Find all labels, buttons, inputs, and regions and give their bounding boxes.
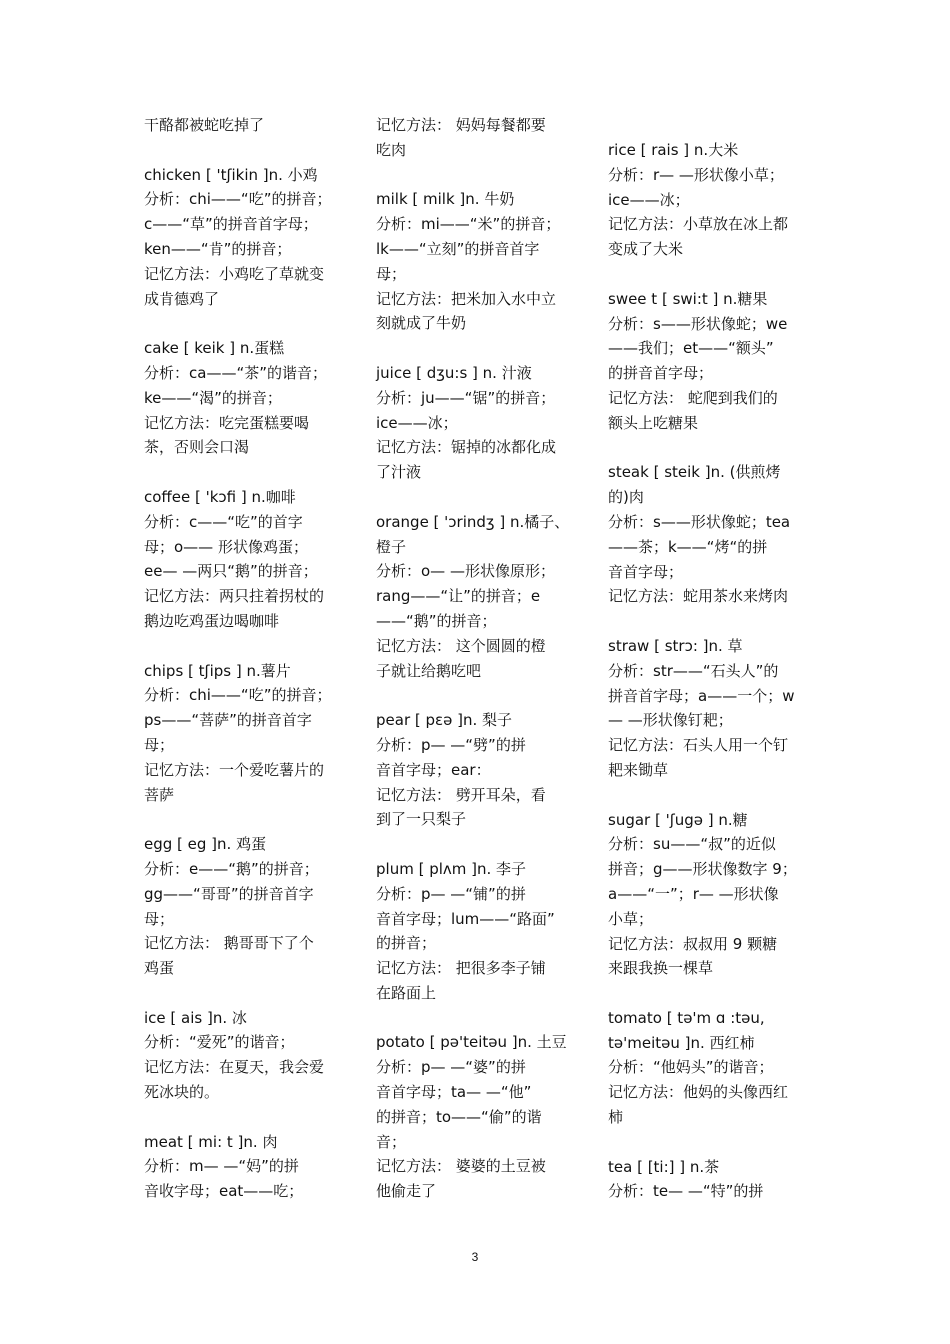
entry-line: 了汁液 [376, 463, 422, 482]
column-2 [376, 113, 578, 1229]
word-entry [376, 113, 578, 163]
entry-headword: swee t [ swi:t ] n.糖果 [608, 289, 768, 308]
entry-line: 音首字母；ear： [376, 760, 491, 779]
entry-line: 分析：chi——“吃”的拼音； [144, 190, 332, 209]
entry-line: 分析：p— —“婆”的拼 [376, 1058, 526, 1077]
entry-headword: steak [ steik ]n. (供煎烤 [608, 463, 781, 482]
word-entry [144, 113, 344, 138]
entry-headword: tomato [ tə'm ɑ :təu, [608, 1008, 765, 1027]
entry-line: 分析：m— —“妈”的拼 [144, 1157, 299, 1176]
entry-line: 分析：su——“叔”的近似 [608, 835, 776, 854]
entry-line: 记忆方法：吃完蛋糕要喝 [144, 413, 310, 432]
entry-line: 鸡蛋 [144, 959, 175, 978]
word-entry [376, 510, 578, 684]
entry-line: 记忆方法：把米加入水中立 [376, 289, 557, 308]
entry-line: 刻就成了牛奶 [376, 314, 467, 333]
entry-line: 记忆方法：小鸡吃了草就变 [144, 264, 325, 283]
entry-line: 耙来锄草 [608, 760, 669, 779]
entry-line: 分析：p— —“劈”的拼 [376, 735, 526, 754]
word-entry [144, 659, 344, 808]
entry-line: ice——冰； [608, 190, 690, 209]
entry-line: 的拼音；to——“偷”的谐 [376, 1107, 542, 1126]
column-1 [144, 113, 344, 1229]
word-entry [376, 857, 578, 1006]
entry-headword: ice [ ais ]n. 冰 [144, 1008, 247, 1027]
entry-line: 记忆方法： 这个圆圆的橙 [376, 636, 546, 655]
entry-line: 变成了大米 [608, 240, 684, 259]
word-entry [608, 460, 810, 609]
entry-line: 分析：te— —“特”的拼 [608, 1182, 764, 1201]
entry-line: 橙子 [376, 537, 407, 556]
entry-line: 分析：str——“石头人”的 [608, 661, 779, 680]
entry-line: 子就让给鹅吃吧 [376, 661, 482, 680]
word-entry [376, 187, 578, 336]
entry-line: 记忆方法：在夏天，我会爱 [144, 1058, 325, 1077]
entry-line: 母； [376, 264, 407, 283]
entry-line: 音收字母；eat——吃； [144, 1182, 304, 1201]
entry-line: 记忆方法： 把很多李子铺 [376, 959, 546, 978]
entry-line: ice——冰； [376, 413, 458, 432]
entry-line: 到了一只梨子 [376, 810, 467, 829]
entry-line: 在路面上 [376, 983, 437, 1002]
entry-line: 来跟我换一棵草 [608, 959, 714, 978]
entry-headword: orange [ 'ɔrindʒ ] n.橘子、 [376, 512, 570, 531]
entry-line: 的)肉 [608, 488, 644, 507]
entry-line: 分析：“爱死”的谐音； [144, 1033, 295, 1052]
entry-line: 记忆方法：他妈的头像西红 [608, 1083, 789, 1102]
entry-headword: egg [ eg ]n. 鸡蛋 [144, 835, 267, 854]
entry-line: 记忆方法：石头人用一个钉 [608, 736, 789, 755]
entry-headword: plum [ plʌm ]n. 李子 [376, 859, 527, 878]
entry-line: 音； [376, 1132, 407, 1151]
word-entry [376, 1030, 578, 1204]
entry-line: rang——“让”的拼音；e [376, 587, 541, 606]
word-entry [608, 808, 810, 982]
entry-line: ——我们；et——“额头” [608, 339, 774, 358]
entry-line: 拼音；g——形状像数字 9； [608, 860, 797, 879]
entry-line: 记忆方法：小草放在冰上都 [608, 215, 789, 234]
entry-headword: juice [ dʒu:s ] n. 汁液 [376, 363, 532, 382]
column-3 [608, 138, 810, 1229]
entry-line: 母； [144, 735, 175, 754]
word-entry [608, 634, 810, 783]
entry-headword: potato [ pə'teitəu ]n. 土豆 [376, 1033, 567, 1052]
entry-line: 茶，否则会口渴 [144, 438, 250, 457]
entry-line: 分析：c——“吃”的首字 [144, 512, 303, 531]
word-entry [144, 832, 344, 981]
entry-line: 分析：ca——“茶”的谐音； [144, 363, 327, 382]
entry-line: tə'meitəu ]n. 西红柿 [608, 1033, 755, 1052]
entry-headword: chicken [ 'tʃikin ]n. 小鸡 [144, 165, 318, 184]
entry-line: ke——“渴”的拼音； [144, 388, 282, 407]
entry-line: 他偷走了 [376, 1182, 437, 1201]
word-entry [144, 1130, 344, 1204]
entry-line: gg——“哥哥”的拼音首字 [144, 884, 314, 903]
entry-line: 成肯德鸡了 [144, 289, 220, 308]
word-entry [608, 138, 810, 262]
entry-line: 分析：e——“鹅”的拼音； [144, 859, 319, 878]
word-entry [144, 485, 344, 634]
entry-line: 音首字母；ta— —“他” [376, 1083, 532, 1102]
entry-headword: chips [ tʃips ] n.薯片 [144, 661, 291, 680]
entry-line: 的拼音； [376, 934, 437, 953]
page-number: 3 [471, 1250, 479, 1264]
entry-line: 拼音首字母；a——一个；w [608, 686, 795, 705]
entry-line: a——“一”；r— —形状像 [608, 884, 779, 903]
entry-line: 音首字母； [608, 562, 684, 581]
entry-line: 分析：s——形状像蛇；tea [608, 512, 791, 531]
entry-line: 分析：s——形状像蛇；we [608, 314, 788, 333]
entry-line: 死冰块的。 [144, 1083, 220, 1102]
entry-line: 记忆方法：叔叔用 9 颗糖 [608, 934, 778, 953]
word-entry [608, 1006, 810, 1130]
entry-headword: coffee [ 'kɔfi ] n.咖啡 [144, 487, 296, 506]
entry-line: 记忆方法：蛇用茶水来烤肉 [608, 587, 789, 606]
entry-line: 鹅边吃鸡蛋边喝咖啡 [144, 611, 280, 630]
entry-line: 母； [144, 909, 175, 928]
entry-line: lk——“立刻”的拼音首字 [376, 239, 540, 258]
entry-line: 分析：“他妈头”的谐音； [608, 1058, 774, 1077]
word-entry [608, 1155, 810, 1205]
entry-line: 母；o—— 形状像鸡蛋； [144, 537, 308, 556]
word-entry [144, 163, 344, 312]
entry-line: 分析：chi——“吃”的拼音； [144, 686, 332, 705]
entry-headword: milk [ milk ]n. 牛奶 [376, 190, 515, 209]
word-entry [144, 1006, 344, 1105]
entry-line: ken——“肯”的拼音； [144, 239, 292, 258]
entry-line: 记忆方法： 婆婆的土豆被 [376, 1157, 546, 1176]
entry-line: ps——“菩萨”的拼音首字 [144, 711, 312, 730]
entry-line: — —形状像钉耙； [608, 711, 733, 730]
entry-headword: meat [ mi: t ]n. 肉 [144, 1132, 278, 1151]
word-entry [376, 708, 578, 832]
entry-line: 记忆方法： 劈开耳朵，看 [376, 785, 546, 804]
word-entry [608, 287, 810, 436]
entry-line: 记忆方法：锯掉的冰都化成 [376, 438, 557, 457]
entry-line: 音首字母；lum——“路面” [376, 909, 555, 928]
entry-line: 分析：r— —形状像小草； [608, 165, 784, 184]
entry-line: 记忆方法： 蛇爬到我们的 [608, 388, 778, 407]
entry-line: 菩萨 [144, 785, 175, 804]
entry-headword: 记忆方法： 妈妈每餐都要 [376, 116, 546, 134]
entry-line: 记忆方法：两只拄着拐杖的 [144, 587, 325, 606]
entry-headword: tea [ [ti:] ] n.茶 [608, 1157, 720, 1176]
entry-line: 柿 [608, 1108, 624, 1127]
entry-line: 分析：p— —“铺”的拼 [376, 884, 526, 903]
entry-headword: rice [ rais ] n.大米 [608, 141, 739, 159]
entry-line: 分析：mi——“米”的拼音； [376, 215, 561, 234]
entry-headword: sugar [ 'ʃugə ] n.糖 [608, 810, 748, 829]
entry-line: 额头上吃糖果 [608, 413, 699, 432]
entry-line: 小草； [608, 909, 654, 928]
entry-line: ee— —两只“鹅”的拼音； [144, 562, 318, 581]
entry-line: 分析：o— —形状像原形； [376, 562, 555, 581]
entry-headword: 干酪都被蛇吃掉了 [144, 116, 265, 134]
entry-line: ——“鹅”的拼音； [376, 611, 497, 630]
word-entry [376, 361, 578, 485]
entry-line: 记忆方法： 鹅哥哥下了个 [144, 934, 314, 953]
entry-line: 记忆方法：一个爱吃薯片的 [144, 760, 325, 779]
entry-headword: straw [ strɔ: ]n. 草 [608, 636, 743, 655]
entry-line: 吃肉 [376, 140, 407, 159]
entry-headword: cake [ keik ] n.蛋糕 [144, 339, 285, 358]
entry-line: c——“草”的拼音首字母； [144, 215, 318, 234]
entry-headword: pear [ pɛə ]n. 梨子 [376, 711, 513, 730]
word-entry [144, 336, 344, 460]
entry-line: 的拼音首字母； [608, 364, 714, 383]
entry-line: 分析：ju——“锯”的拼音； [376, 388, 556, 407]
entry-line: ——茶；k——“烤“的拼 [608, 537, 768, 556]
